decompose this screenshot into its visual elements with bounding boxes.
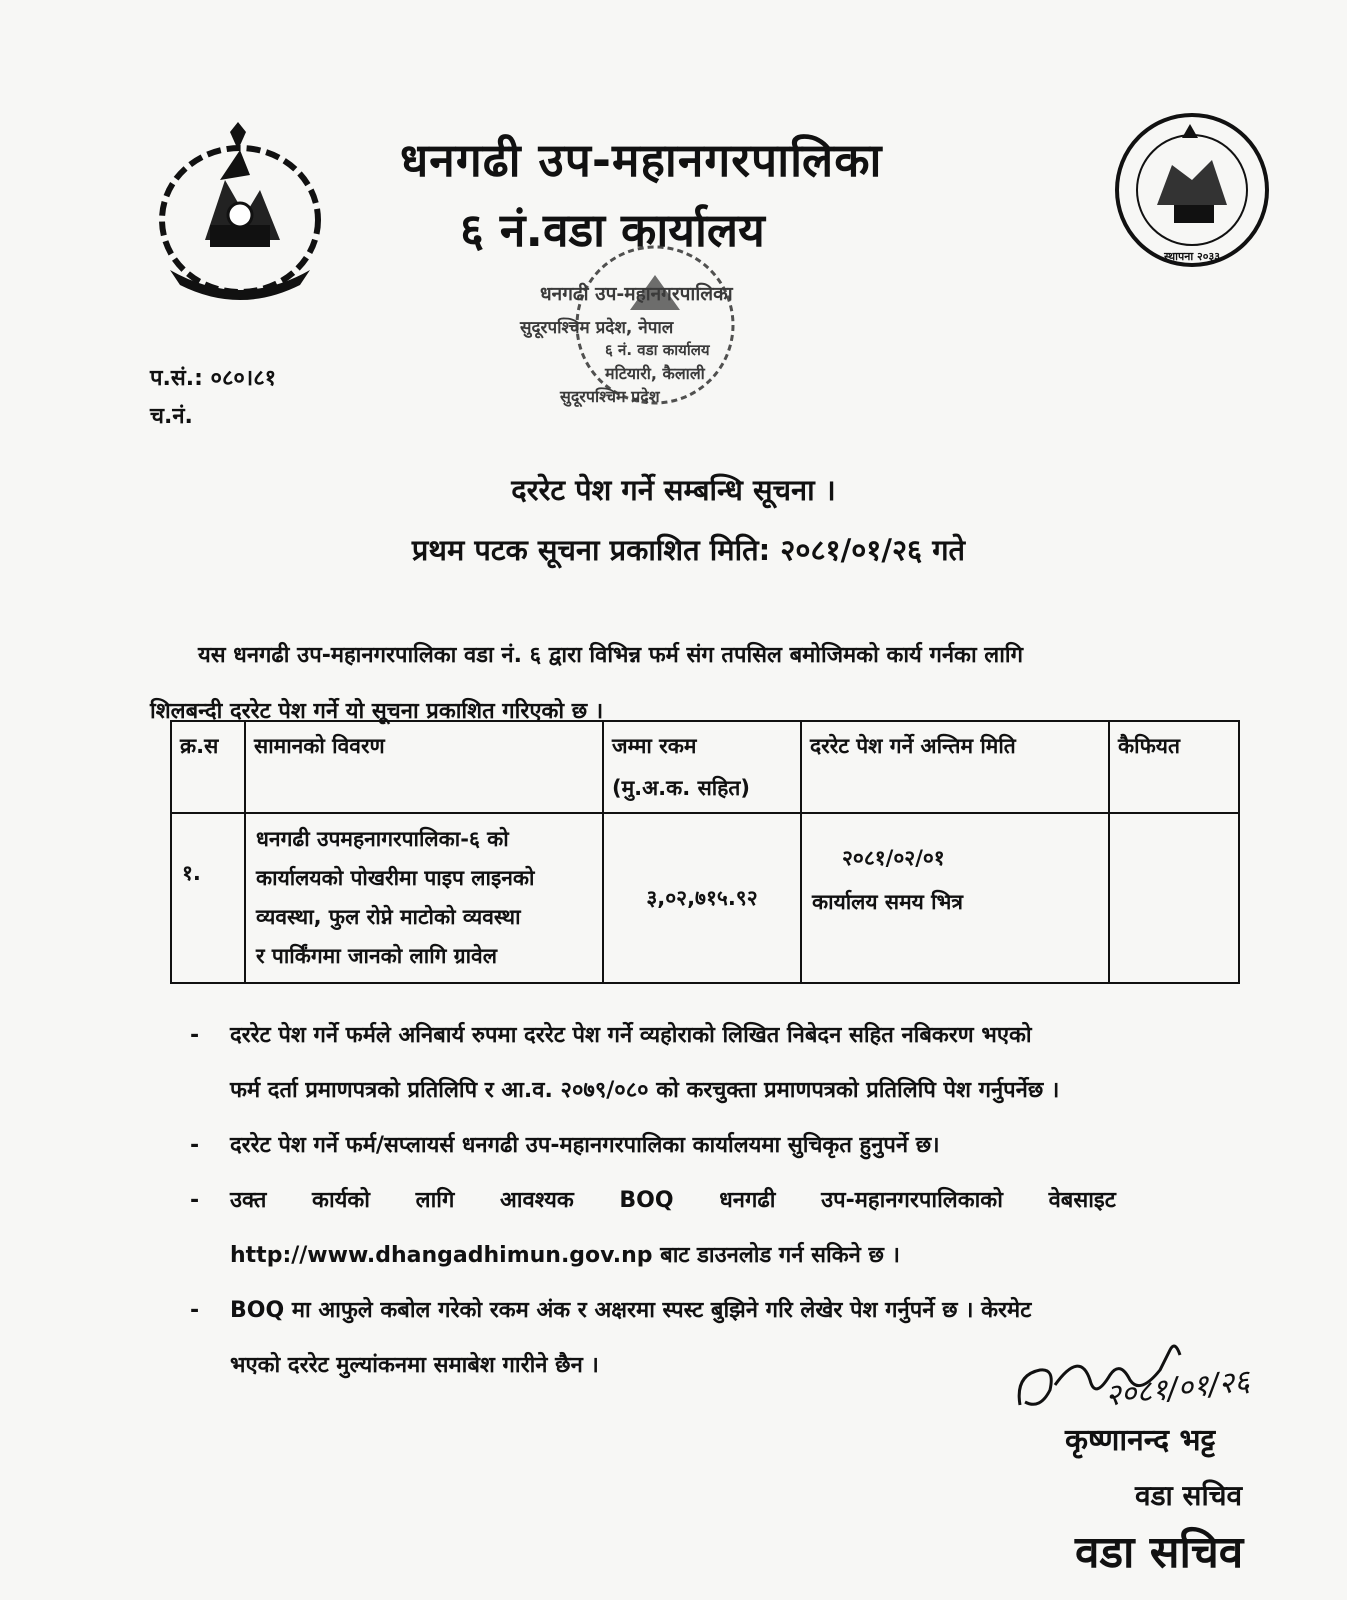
description-line: व्यवस्था, फुल रोप्ने माटोको व्यवस्था [256, 905, 521, 929]
description-line: र पार्किंगमा जानको लागि ग्रावेल [256, 944, 497, 968]
stamp-line-5: सुदूरपश्चिम प्रदेश [560, 387, 660, 406]
reference-number: प.सं.: ०८०।८१ [150, 366, 277, 391]
chalani-number: च.नं. [150, 404, 193, 429]
items-table [170, 720, 1240, 984]
list-item-line: उक्त कार्यको लागि आवश्यक BOQ धनगढी उप-महानगरपालिकाको वेबसाइट [230, 1188, 1116, 1213]
list-item-line: भएको दररेट मुल्यांकनमा समाबेश गारीने छैन । [230, 1353, 599, 1378]
header-remarks: कैफियत [1109, 721, 1239, 813]
list-item-line: दररेट पेश गर्ने फर्म/सप्लायर्स धनगढी उप-महानगरपालिका कार्यालयमा सुचिकृत हुनुपर्ने छ। [230, 1133, 940, 1158]
table-row [171, 813, 1239, 983]
intro-line-1: यस धनगढी उप-महानगरपालिका वडा नं. ६ द्वारा विभिन्न फर्म संग तपसिल बमोजिमको कार्य गर्नका लागि [198, 643, 1024, 668]
header-description: सामानको विवरण [245, 721, 603, 813]
nepal-emblem-logo [150, 120, 330, 310]
header-deadline: दररेट पेश गर्ने अन्तिम मिति [801, 721, 1109, 813]
svg-text:२०८१/०१/२६: २०८१/०१/२६ [1103, 1363, 1252, 1414]
signer-name: कृष्णानन्द भट्ट [1065, 1423, 1216, 1458]
list-item-line: http://www.dhangadhimun.gov.np बाट डाउनलोड गर्न सकिने छ । [230, 1243, 900, 1268]
office-stamp [520, 240, 780, 410]
list-item [190, 1173, 1290, 1283]
signer-post: वडा सचिव [1135, 1479, 1243, 1512]
stamp-line-4: मटियारी, कैलाली [605, 364, 705, 383]
bullet-dash-icon: - [190, 1188, 200, 1213]
stamp-line-2: सुदूरपश्चिम प्रदेश, नेपाल [520, 318, 674, 338]
row-description [245, 813, 603, 983]
row-deadline [801, 813, 1109, 983]
header-amount-line2: (मु.अ.क. सहित) [612, 776, 750, 800]
office-name-heading: धनगढी उप-महानगरपालिका [400, 133, 883, 187]
description-line: कार्यालयको पोखरीमा पाइप लाइनको [256, 866, 535, 890]
table-header-row [171, 721, 1239, 813]
municipality-seal-logo [1112, 110, 1272, 270]
stamp-line-1: धनगढी उप-महानगरपालिका [540, 283, 733, 305]
handwritten-signature [1010, 1330, 1300, 1420]
intro-line-2: शिलबन्दी दररेट पेश गर्ने यो सूचना प्रकाशित गरिएको छ । [150, 699, 604, 724]
row-amount: ३,०२,७१५.९२ [603, 813, 801, 983]
notice-title: दररेट पेश गर्ने सम्बन्धि सूचना । [511, 473, 836, 507]
bullet-dash-icon: - [190, 1133, 200, 1158]
row-sn: १. [171, 813, 245, 983]
row-deadline-note: कार्यालय समय भित्र [812, 890, 963, 914]
notice-published-date: प्रथम पटक सूचना प्रकाशित मिति: २०८१/०१/२६ गते [411, 533, 966, 567]
list-item-line: दररेट पेश गर्ने फर्मले अनिबार्य रुपमा दररेट पेश गर्ने व्यहोराको लिखित निबेदन सहित नबिकरण भएको [230, 1023, 1032, 1048]
bullet-dash-icon: - [190, 1023, 200, 1048]
list-item [190, 1118, 1290, 1173]
stamp-line-3: ६ नं. वडा कार्यालय [605, 341, 710, 359]
svg-text:स्थापना २०३३: स्थापना २०३३ [1164, 250, 1220, 263]
header-sn: क्र.स [171, 721, 245, 813]
list-item [190, 1008, 1290, 1118]
bullet-dash-icon: - [190, 1298, 200, 1323]
row-deadline-date: २०८१/०२/०१ [842, 846, 945, 870]
list-item-line: फर्म दर्ता प्रमाणपत्रको प्रतिलिपि र आ.व. २०७९/०८० को करचुक्ता प्रमाणपत्रको प्रतिलिपि पेश गर्नुपर्नेछ । [230, 1078, 1060, 1103]
description-line: धनगढी उपमहनागरपालिका-६ को [256, 827, 509, 851]
header-amount [603, 721, 801, 813]
list-item-line: BOQ मा आफुले कबोल गरेको रकम अंक र अक्षरमा स्पस्ट बुझिने गरि लेखेर पेश गर्नुपर्ने छ । केरमेट [230, 1298, 1032, 1323]
signer-post-stamp: वडा सचिव [1075, 1527, 1244, 1578]
ward-office-heading: ६ नं.वडा कार्यालय [460, 203, 765, 257]
header-amount-line1: जम्मा रकम [612, 734, 697, 758]
row-remarks [1109, 813, 1239, 983]
